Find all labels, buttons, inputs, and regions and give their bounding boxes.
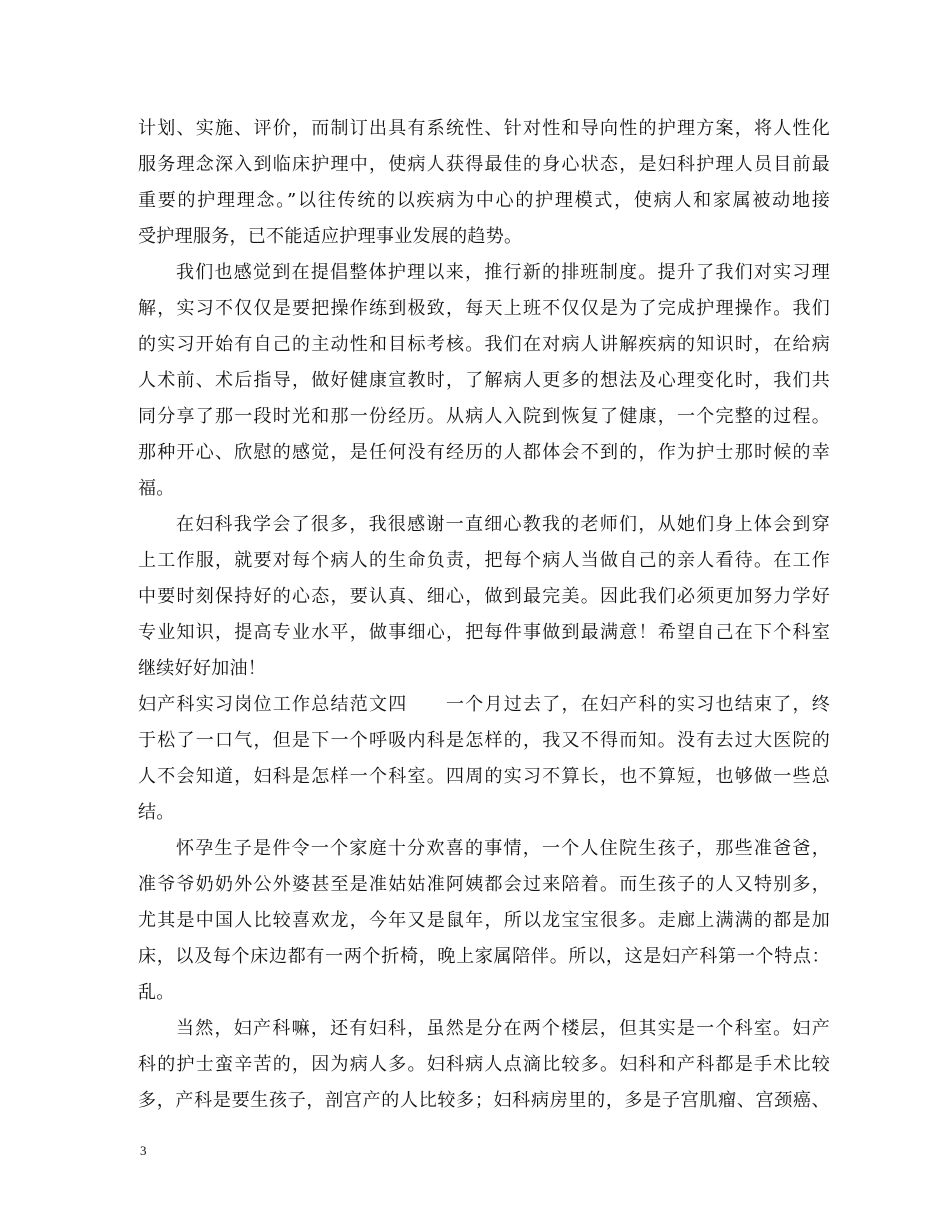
text-line: 人不会知道，妇科是怎样一个科室。四周的实习不算长，也不算短，也够做一些总 [138, 766, 830, 787]
paragraph [138, 687, 830, 831]
text-line: 尤其是中国人比较喜欢龙，今年又是鼠年，所以龙宝宝很多。走廊上满满的都是加 [138, 910, 830, 931]
page-number: 3 [140, 1143, 147, 1158]
text-line: 重要的护理理念。”以往传统的以疾病为中心的护理模式，使病人和家属被动地接 [138, 190, 830, 211]
text-line: 科的护士蛮辛苦的，因为病人多。妇科病人点滴比较多。妇科和产科都是手术比较 [138, 1054, 830, 1075]
text-line: 于松了一口气，但是下一个呼吸内科是怎样的，我又不得而知。没有去过大医院的 [138, 730, 830, 751]
text-line: 专业知识，提高专业水平，做事细心，把每件事做到最满意！希望自己在下个科室 [138, 622, 830, 643]
text-line: 妇产科实习岗位工作总结范文四 一个月过去了，在妇产科的实习也结束了，终 [138, 694, 830, 715]
text-line: 我们也感觉到在提倡整体护理以来，推行新的排班制度。提升了我们对实习理 [176, 262, 830, 283]
paragraph [138, 831, 830, 1011]
paragraph [138, 507, 830, 687]
text-line: 服务理念深入到临床护理中，使病人获得最佳的身心状态，是妇科护理人员目前最 [138, 154, 830, 175]
text-line: 那种开心、欣慰的感觉，是任何没有经历的人都体会不到的，作为护士那时候的幸 [138, 442, 830, 463]
text-line: 准爷爷奶奶外公外婆甚至是准姑姑准阿姨都会过来陪着。而生孩子的人又特别多， [138, 874, 830, 895]
text-line: 乱。 [138, 982, 175, 1003]
text-line: 受护理服务，已不能适应护理事业发展的趋势。 [138, 226, 523, 247]
text-line: 解，实习不仅仅是要把操作练到极致，每天上班不仅仅是为了完成护理操作。我们 [138, 298, 830, 319]
text-line: 同分享了那一段时光和那一份经历。从病人入院到恢复了健康，一个完整的过程。 [138, 406, 830, 427]
text-line: 人术前、术后指导，做好健康宣教时，了解病人更多的想法及心理变化时，我们共 [138, 370, 830, 391]
text-line: 继续好好加油！ [138, 658, 267, 679]
text-line: 计划、实施、评价，而制订出具有系统性、针对性和导向性的护理方案，将人性化 [138, 118, 830, 139]
paragraph [138, 255, 830, 507]
document-body [138, 111, 830, 1119]
text-line: 在妇科我学会了很多，我很感谢一直细心教我的老师们，从她们身上体会到穿 [176, 514, 830, 535]
paragraph [138, 111, 830, 255]
paragraph [138, 1011, 830, 1119]
text-line: 中要时刻保持好的心态，要认真、细心，做到最完美。因此我们必须更加努力学好 [138, 586, 830, 607]
text-line: 当然，妇产科嘛，还有妇科，虽然是分在两个楼层，但其实是一个科室。妇产 [176, 1018, 830, 1039]
text-line: 结。 [138, 802, 175, 823]
text-line: 的实习开始有自己的主动性和目标考核。我们在对病人讲解疾病的知识时，在给病 [138, 334, 830, 355]
text-line: 怀孕生子是件令一个家庭十分欢喜的事情，一个人住院生孩子，那些准爸爸， [176, 838, 830, 859]
text-line: 多，产科是要生孩子，剖宫产的人比较多；妇科病房里的，多是子宫肌瘤、宫颈癌、 [138, 1090, 830, 1111]
text-line: 床，以及每个床边都有一两个折椅，晚上家属陪伴。所以，这是妇产科第一个特点： [138, 946, 830, 967]
text-line: 上工作服，就要对每个病人的生命负责，把每个病人当做自己的亲人看待。在工作 [138, 550, 830, 571]
text-line: 福。 [138, 478, 175, 499]
